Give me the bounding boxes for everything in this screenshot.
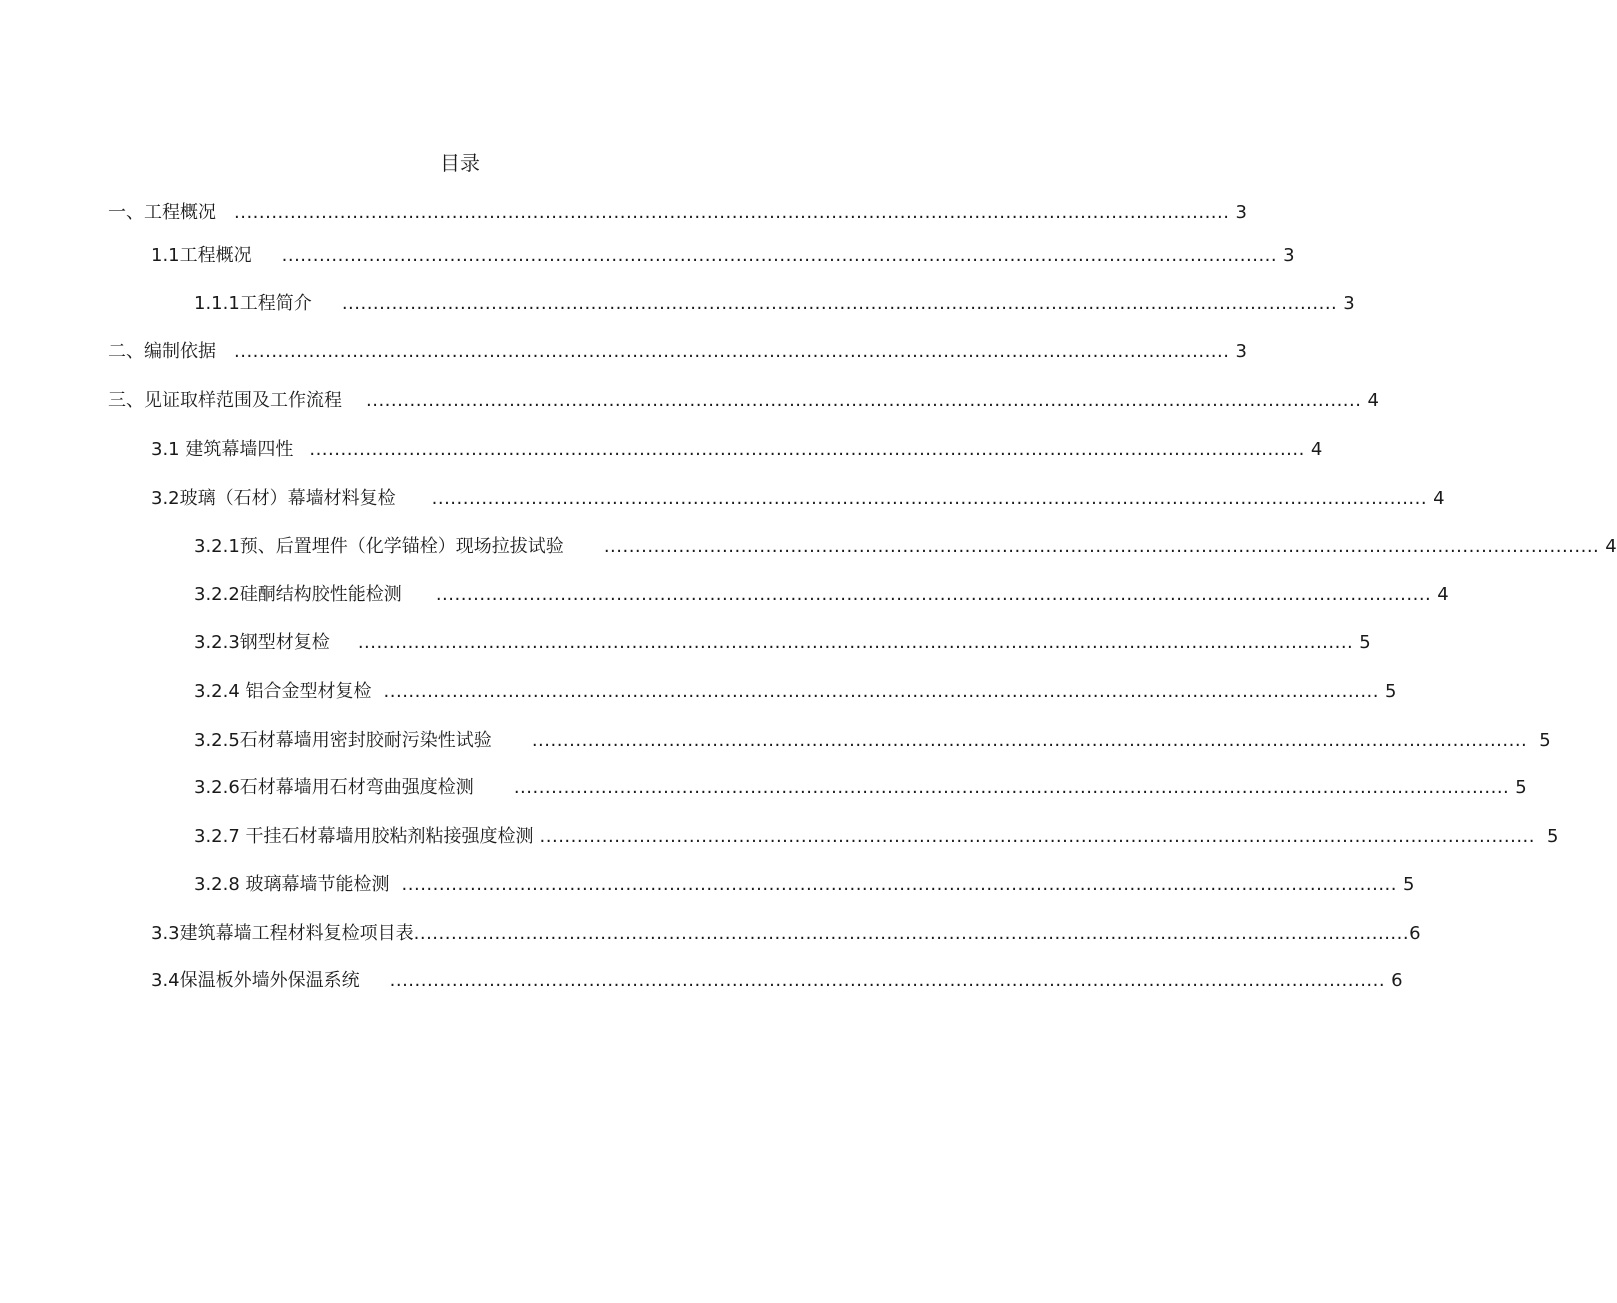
leader-dots: ................................................................................................................................................................ (234, 202, 1230, 223)
toc-entry-label: 一、工程概况 (108, 202, 216, 223)
toc-entry-label: 3.2.5石材幕墙用密封胶耐污染性试验 (194, 730, 492, 751)
leader-dots: ................................................................................................................................................................ (603, 536, 1600, 557)
toc-entry-1[interactable] (108, 201, 1247, 225)
toc-entry-page: 3 (1283, 245, 1295, 266)
toc-entry-label: 3.4保温板外墙外保温系统 (151, 970, 360, 991)
toc-entry-label: 3.2.1预、后置埋件（化学锚栓）现场拉拔试验 (194, 536, 564, 557)
toc-entry-3-2-6[interactable] (194, 776, 1527, 800)
leader-dots: ................................................................................................................................................................ (234, 341, 1230, 362)
toc-entry-page: 5 (1547, 826, 1559, 847)
toc-entry-3-1[interactable] (151, 438, 1323, 462)
toc-entry-label: 二、编制依据 (108, 341, 216, 362)
toc-entry-label: 3.2玻璃（石材）幕墙材料复检 (151, 488, 396, 509)
toc-entry-3[interactable] (108, 389, 1379, 413)
toc-entry-page: 4 (1310, 439, 1323, 460)
toc-entry-page: 5 (1403, 874, 1415, 895)
toc-entry-2[interactable] (108, 340, 1247, 364)
leader-dots: ................................................................................................................................................................ (309, 439, 1305, 460)
toc-entry-page: 5 (1539, 730, 1551, 751)
toc-entry-3-2-7[interactable] (194, 825, 1559, 849)
toc-entry-page: 6 (1391, 970, 1403, 991)
leader-dots: ................................................................................................................................................................ (539, 826, 1535, 847)
leader-dots: ................................................................................................................................................................ (435, 584, 1432, 605)
leader-dots: ................................................................................................................................................................ (531, 730, 1528, 751)
leader-dots: ................................................................................................................................................................ (383, 681, 1379, 702)
toc-entry-label: 3.2.3钢型材复检 (194, 632, 330, 653)
toc-entry-page: 4 (1433, 488, 1445, 509)
toc-entry-label: 3.2.8 玻璃幕墙节能检测 (194, 874, 390, 895)
leader-dots: ................................................................................................................................................................ (357, 632, 1354, 653)
toc-entry-page: 4 (1605, 536, 1617, 557)
toc-entry-label: 三、见证取样范围及工作流程 (108, 390, 342, 411)
toc-entry-page: 5 (1385, 681, 1397, 702)
toc-entry-page: 5 (1515, 777, 1527, 798)
toc-entry-page: 4 (1437, 584, 1449, 605)
toc-entry-label: 3.2.6石材幕墙用石材弯曲强度检测 (194, 777, 474, 798)
toc-entry-3-3[interactable] (151, 922, 1421, 946)
leader-dots: ................................................................................................................................................................ (366, 390, 1362, 411)
leader-dots: ................................................................................................................................................................ (341, 293, 1338, 314)
toc-entry-page: 3 (1343, 293, 1355, 314)
toc-entry-1-1-1[interactable] (194, 292, 1355, 316)
toc-entry-label: 1.1.1工程简介 (194, 293, 312, 314)
toc-entry-3-2-4[interactable] (194, 680, 1397, 704)
leader-dots: ................................................................................................................................................................ (281, 245, 1278, 266)
toc-title: 目录 (440, 151, 480, 175)
toc-entry-page: 3 (1235, 341, 1247, 362)
toc-entry-1-1[interactable] (151, 244, 1295, 268)
leader-dots: ................................................................................................................................................................ (413, 923, 1410, 944)
toc-entry-label: 3.2.4 铝合金型材复检 (194, 681, 372, 702)
toc-entry-3-2-5[interactable] (194, 729, 1551, 753)
toc-entry-page: 6 (1409, 923, 1421, 944)
toc-entry-label: 1.1工程概况 (151, 245, 252, 266)
leader-dots: ................................................................................................................................................................ (431, 488, 1428, 509)
leader-dots: ................................................................................................................................................................ (401, 874, 1397, 895)
toc-entry-label: 3.1 建筑幕墙四性 (151, 439, 294, 460)
toc-entry-page: 3 (1235, 202, 1247, 223)
toc-entry-page: 5 (1359, 632, 1371, 653)
toc-entry-3-2-1[interactable] (194, 535, 1617, 559)
toc-entry-label: 3.3建筑幕墙工程材料复检项目表 (151, 923, 414, 944)
toc-entry-page: 4 (1367, 390, 1379, 411)
toc-entry-label: 3.2.7 干挂石材幕墙用胶粘剂粘接强度检测 (194, 826, 534, 847)
toc-entry-3-2-3[interactable] (194, 631, 1371, 655)
toc-entry-label: 3.2.2硅酮结构胶性能检测 (194, 584, 402, 605)
toc-entry-3-2[interactable] (151, 487, 1445, 511)
toc-entry-3-4[interactable] (151, 969, 1403, 993)
toc-entry-3-2-2[interactable] (194, 583, 1449, 607)
leader-dots: ................................................................................................................................................................ (513, 777, 1510, 798)
leader-dots: ................................................................................................................................................................ (389, 970, 1386, 991)
toc-entry-3-2-8[interactable] (194, 873, 1415, 897)
